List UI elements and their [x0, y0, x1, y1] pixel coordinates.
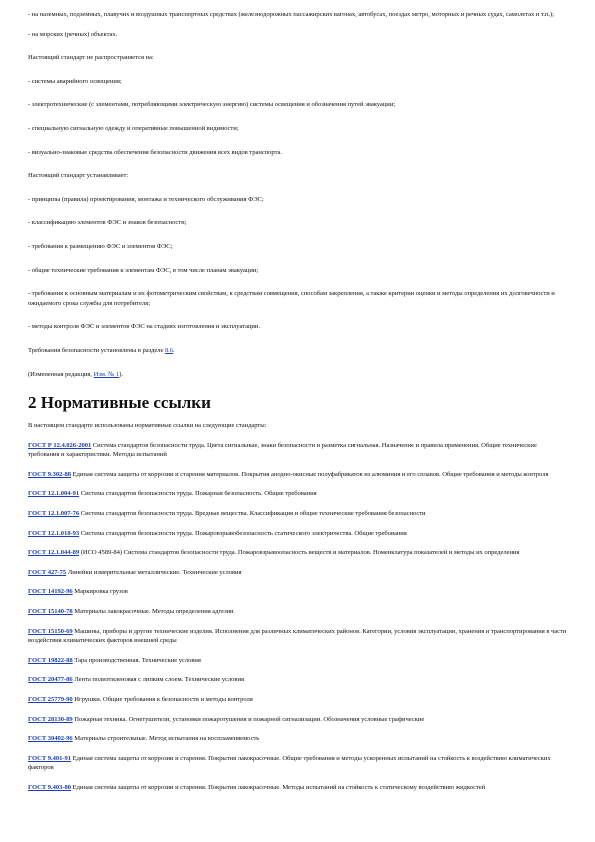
reference-code-link[interactable]: ГОСТ 12.1.004-91: [28, 490, 80, 498]
reference-code-link[interactable]: ГОСТ 15140-78: [28, 608, 73, 616]
reference-item: [28, 470, 567, 480]
intro-bullet-vehicles: - на наземных, подземных, плавучих и воздушных транспортных средствах (железнодорожных пассажирских вагонах, автобусах, поездах метро, моторных и речных судах, самолетах и т.п.);: [28, 11, 554, 18]
reference-code-link[interactable]: ГОСТ 9.401-91: [28, 754, 72, 762]
reference-title: Игрушки. Общие требования к безопасности и методы контроля: [72, 696, 253, 703]
reference-title: Материалы строительные. Метод испытания на воспламеняемость: [72, 735, 260, 743]
reference-item: [28, 548, 567, 558]
reference-item: [28, 695, 567, 705]
changed-text: (Измененная редакция,: [28, 370, 94, 378]
reference-code-link[interactable]: ГОСТ 9.302-88: [28, 470, 72, 478]
reference-code-link[interactable]: ГОСТ 12.1.007-76: [28, 510, 80, 518]
not-apply-item-1: - системы аварийного освещения;: [28, 77, 122, 85]
safety-text: Требования безопасности установлены в разделе: [28, 346, 165, 354]
reference-item: [28, 627, 567, 646]
safety-requirements-note: [28, 346, 567, 356]
reference-item: [28, 734, 567, 744]
changed-edition-note: [28, 370, 567, 380]
reference-code-link[interactable]: ГОСТ Р 12.4.026-2001: [28, 441, 92, 449]
sets-item-4: - общие технические требования к элементам ФЭС, в том числе планам эвакуации;: [28, 266, 259, 274]
reference-code-link[interactable]: ГОСТ 12.1.018-93: [28, 529, 80, 537]
sets-item-3: - требования к размещению ФЭС и элементов ФЭС;: [28, 242, 173, 250]
reference-title: Тара производственная. Технические условия: [72, 656, 201, 664]
reference-title: Машины, приборы и другие технические изделия. Исполнения для различных климатических районов. Категории, условия эксплуатации, хранения и транспортирования в части воздействия климатических факторов внешней среды: [28, 627, 567, 645]
not-apply-item-2: - электротехнические (с элементами, потребляющими электрическую энергию) системы освещения и обозначения путей эвакуации;: [28, 101, 396, 109]
reference-item: [28, 754, 567, 773]
reference-code-link[interactable]: ГОСТ 427-75: [28, 568, 67, 576]
sets-heading: Настоящий стандарт устанавливает:: [28, 172, 129, 180]
reference-title: Система стандартов безопасности труда. Пожаровзрывобезопасность статического электричества. Общие требования: [79, 529, 407, 537]
not-apply-item-3: - специальную сигнальную одежду и оперативные повышенной видимости;: [28, 124, 239, 132]
reference-code-link[interactable]: ГОСТ 14192-96: [28, 588, 73, 596]
changed-end: ).: [119, 370, 123, 378]
reference-item: [28, 441, 567, 460]
reference-item: [28, 587, 567, 597]
reference-item: [28, 607, 567, 617]
reference-item: [28, 568, 567, 578]
reference-item: [28, 529, 567, 539]
reference-code-link[interactable]: ГОСТ 25779-90: [28, 696, 73, 703]
reference-code-link[interactable]: ГОСТ 28130-89: [28, 715, 73, 723]
reference-title: Система стандартов безопасности труда. Пожарная безопасность. Общие требования: [79, 490, 317, 498]
sets-item-1: - принципы (правила) проектирования, монтажа и технического обслуживания ФЭС;: [28, 195, 264, 203]
reference-title: Лента полиэтиленовая с липким слоем. Технические условия: [72, 676, 244, 684]
not-apply-item-4: - визуально-знаковые средства обеспечения безопасности движения всех видов транспорта.: [28, 148, 282, 156]
section-heading: 2 Нормативные ссылки: [28, 393, 211, 413]
sets-item-5: - требования к основным материалам и их фотометрическим свойствам, к средствам совмещения, способам закрепления, а также критерии оценки и методы определения их долговечности и ожидаемого срока службы для потребителя;: [28, 290, 555, 307]
reference-title: Система стандартов безопасности труда. Вредные вещества. Классификация и общие технические требования безопасности: [79, 510, 426, 518]
reference-item: [28, 783, 567, 793]
reference-title: Материалы лакокрасочные. Методы определения адгезии: [72, 608, 234, 616]
reference-title: Линейки измерительные металлические. Технические условия: [66, 568, 242, 576]
section-lead: В настоящем стандарте использованы нормативные ссылки на следующие стандарты:: [28, 422, 267, 430]
reference-code-link[interactable]: ГОСТ 19822-88: [28, 656, 73, 664]
not-apply-heading: Настоящий стандарт не распространяется на:: [28, 54, 154, 62]
reference-code-link[interactable]: ГОСТ 15150-69: [28, 627, 73, 635]
reference-title: Единая система защиты от коррозии и старения. Покрытия лакокрасочные. Методы испытаний на стойкость к статическому воздействию жидкостей: [71, 783, 486, 791]
intro-bullet-marine: - на морских (речных) объектах.: [28, 30, 118, 38]
reference-item: [28, 509, 567, 519]
reference-code-link[interactable]: ГОСТ 30402-96: [28, 735, 73, 743]
amendment-1-link[interactable]: Изм. № 1: [93, 370, 120, 378]
reference-title: (ИСО 4589-84) Система стандартов безопасности труда. Пожаровзрывоопасность веществ и материалов. Номенклатура показателей и методы их определения: [79, 549, 520, 557]
reference-code-link[interactable]: ГОСТ 9.403-80: [28, 783, 72, 791]
section-8-6-link[interactable]: 8.6: [164, 346, 174, 354]
reference-title: Маркировка грузов: [72, 588, 128, 596]
reference-title: Единая система защиты от коррозии и старения материалов. Покрытия анодно-окисные полуфабрикатов из алюминия и его сплавов. Общие требования и методы контроля: [71, 470, 549, 478]
reference-item: [28, 489, 567, 499]
reference-item: [28, 675, 567, 685]
reference-code-link[interactable]: ГОСТ 12.1.044-89: [28, 549, 80, 557]
sets-item-2: - классификацию элементов ФЭС и знаков безопасности;: [28, 219, 187, 227]
reference-item: [28, 656, 567, 666]
sets-item-6: - методы контроля ФЭС и элементов ФЭС на стадиях изготовления и эксплуатации.: [28, 323, 260, 331]
safety-end: .: [173, 346, 175, 354]
reference-item: [28, 715, 567, 725]
normative-references-list: [28, 441, 567, 793]
reference-title: Система стандартов безопасности труда. Цвета сигнальные, знаки безопасности и разметка сигнальная. Назначение и правила применения. Общие технические требования и характеристики. Методы испытаний: [28, 441, 537, 459]
reference-title: Единая система защиты от коррозии и старения. Покрытия лакокрасочные. Общие требования и методы ускоренных испытаний на стойкость к воздействию климатических факторов: [28, 754, 551, 772]
reference-code-link[interactable]: ГОСТ 20477-86: [28, 676, 73, 684]
reference-title: Пожарная техника. Огнетушители, установки пожаротушения и пожарной сигнализации. Обозначения условные графические: [72, 715, 425, 723]
